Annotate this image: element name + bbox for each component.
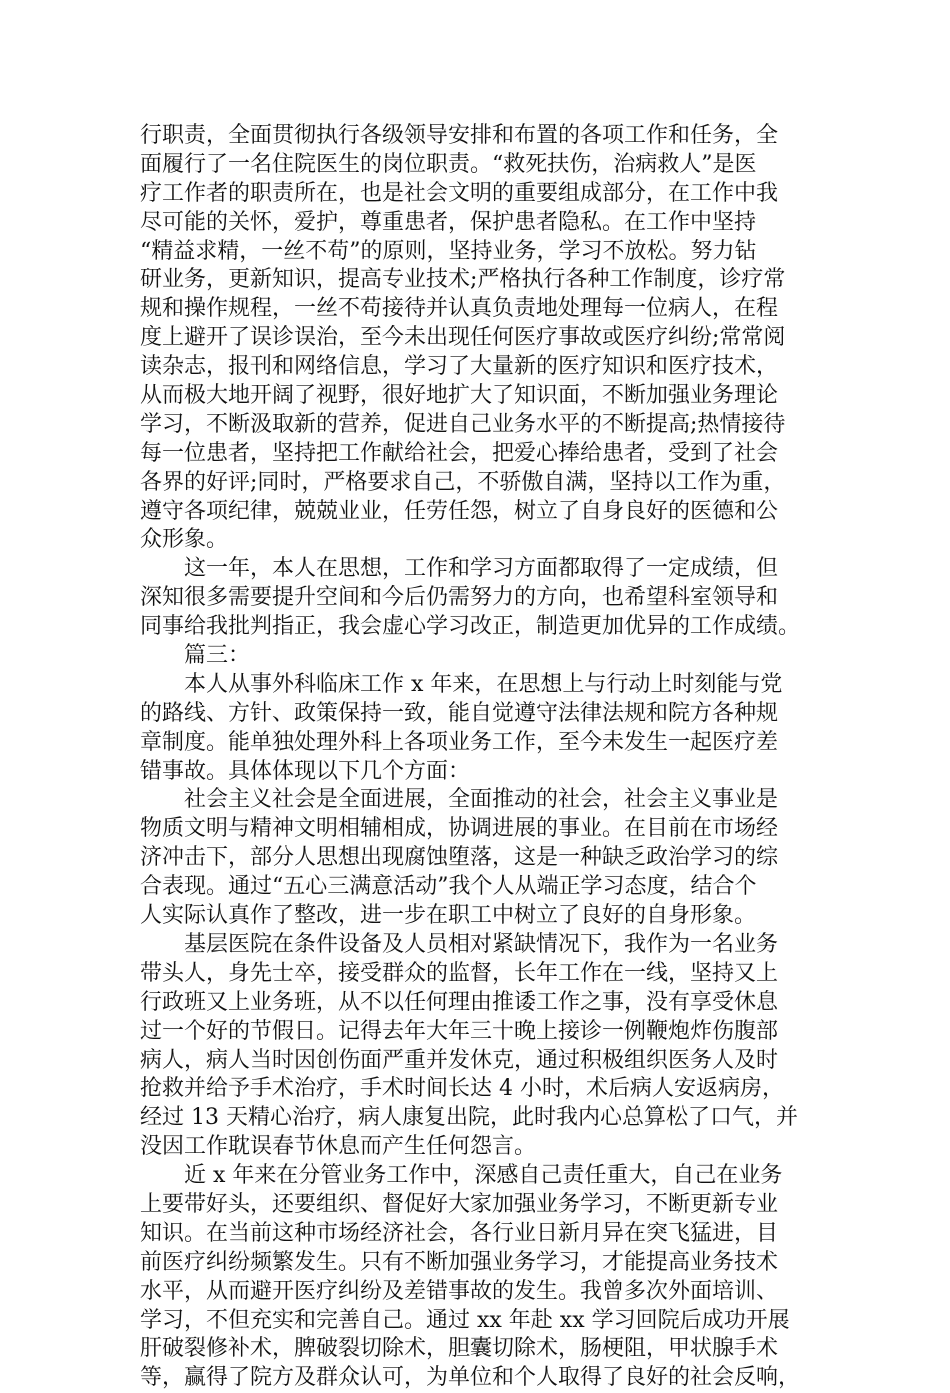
text-line: 行职责，全面贯彻执行各级领导安排和布置的各项工作和任务，全	[140, 123, 779, 148]
text-line: 前医疗纠纷频繁发生。只有不断加强业务学习，才能提高业务技术	[140, 1249, 779, 1275]
text-line: 本人从事外科临床工作 x 年来，在思想上与行动上时刻能与党	[184, 671, 783, 697]
text-line: 同事给我批判指正，我会虚心学习改正，制造更加优异的工作成绩。	[140, 614, 801, 640]
text-line: 抢救并给予手术治疗，手术时间长达 4 小时，术后病人安返病房，	[140, 1076, 784, 1102]
text-line: 济冲击下，部分人思想出现腐蚀堕落，这是一种缺乏政治学习的综	[140, 845, 779, 871]
text-line: 学习，不断汲取新的营养，促进自己业务水平的不断提高;热情接待	[140, 411, 786, 437]
text-line: 的路线、方针、政策保持一致，能自觉遵守法律法规和院方各种规	[140, 700, 779, 726]
text-line: 上要带好头，还要组织、督促好大家加强业务学习，不断更新专业	[140, 1191, 779, 1217]
text-line: 近 x 年来在分管业务工作中，深感自己责任重大，自己在业务	[184, 1163, 783, 1189]
text-line: 这一年，本人在思想，工作和学习方面都取得了一定成绩，但	[184, 556, 779, 582]
text-line: 物质文明与精神文明相辅相成，协调进展的事业。在目前在市场经	[140, 816, 779, 842]
text-line: 研业务，更新知识，提高专业技术;严格执行各种工作制度，诊疗常	[140, 267, 786, 293]
text-line: 肝破裂修补术，脾破裂切除术，胆囊切除术，肠梗阻，甲状腺手术	[140, 1336, 779, 1362]
text-line: 水平，从而避开医疗纠纷及差错事故的发生。我曾多次外面培训、	[140, 1278, 779, 1304]
text-line: 带头人，身先士卒，接受群众的监督，长年工作在一线，坚持又上	[140, 960, 779, 986]
text-line: 病人，病人当时因创伤面严重并发休克，通过积极组织医务人及时	[140, 1047, 779, 1073]
text-line: 每一位患者，坚持把工作献给社会，把爱心捧给患者，受到了社会	[140, 440, 779, 466]
text-line: 过一个好的节假日。记得去年大年三十晚上接诊一例鞭炮炸伤腹部	[140, 1018, 779, 1044]
text-line: 深知很多需要提升空间和今后仍需努力的方向，也希望科室领导和	[140, 585, 779, 611]
text-line: 合表现。通过“五心三满意活动”我个人从端正学习态度，结合个	[140, 874, 757, 900]
text-line: 从而极大地开阔了视野，很好地扩大了知识面，不断加强业务理论	[140, 383, 779, 409]
text-line: 没因工作耽误春节休息而产生任何怨言。	[140, 1134, 537, 1160]
text-line: 疗工作者的职责所在，也是社会文明的重要组成部分，在工作中我	[140, 180, 779, 206]
text-line: 等，赢得了院方及群众认可，为单位和个人取得了良好的社会反响，	[140, 1365, 801, 1391]
body-text	[140, 122, 810, 1393]
text-line: 人实际认真作了整改，进一步在职工中树立了良好的自身形象。	[140, 903, 757, 929]
text-line: 度上避开了误诊误治，至今未出现任何医疗事故或医疗纠纷;常常阅	[140, 325, 786, 351]
text-line: 遵守各项纪律，兢兢业业，任劳任怨，树立了自身良好的医德和公	[140, 498, 779, 524]
text-line: 各界的好评;同时，严格要求自己，不骄傲自满，坚持以工作为重，	[140, 469, 786, 495]
text-line: 经过 13 天精心治疗，病人康复出院，此时我内心总算松了口气，并	[140, 1105, 798, 1131]
text-line: 读杂志，报刊和网络信息，学习了大量新的医疗知识和医疗技术，	[140, 354, 779, 380]
text-line: 规和操作规程，一丝不苟接待并认真负责地处理每一位病人，在程	[140, 296, 779, 322]
text-line: 知识。在当前这种市场经济社会，各行业日新月异在突飞猛进，目	[140, 1220, 779, 1246]
text-line: 行政班又上业务班，从不以任何理由推诿工作之事，没有享受休息	[140, 989, 779, 1015]
text-line: 基层医院在条件设备及人员相对紧缺情况下，我作为一名业务	[184, 931, 779, 957]
text-line: 章制度。能单独处理外科上各项业务工作，至今未发生一起医疗差	[140, 729, 779, 755]
text-line: 尽可能的关怀，爱护，尊重患者，保护患者隐私。在工作中坚持	[140, 209, 757, 235]
text-line: “精益求精，一丝不苟”的原则，坚持业务，学习不放松。努力钻	[140, 238, 757, 264]
text-line: 篇三：	[184, 643, 251, 669]
text-line: 错事故。具体体现以下几个方面：	[140, 758, 471, 784]
text-line: 学习，不但充实和完善自己。通过 xx 年赴 xx 学习回院后成功开展	[140, 1307, 790, 1333]
text-line: 社会主义社会是全面进展，全面推动的社会，社会主义事业是	[184, 787, 779, 813]
text-line: 面履行了一名住院医生的岗位职责。“救死扶伤，治病救人”是医	[140, 151, 757, 177]
text-line: 众形象。	[140, 527, 229, 553]
